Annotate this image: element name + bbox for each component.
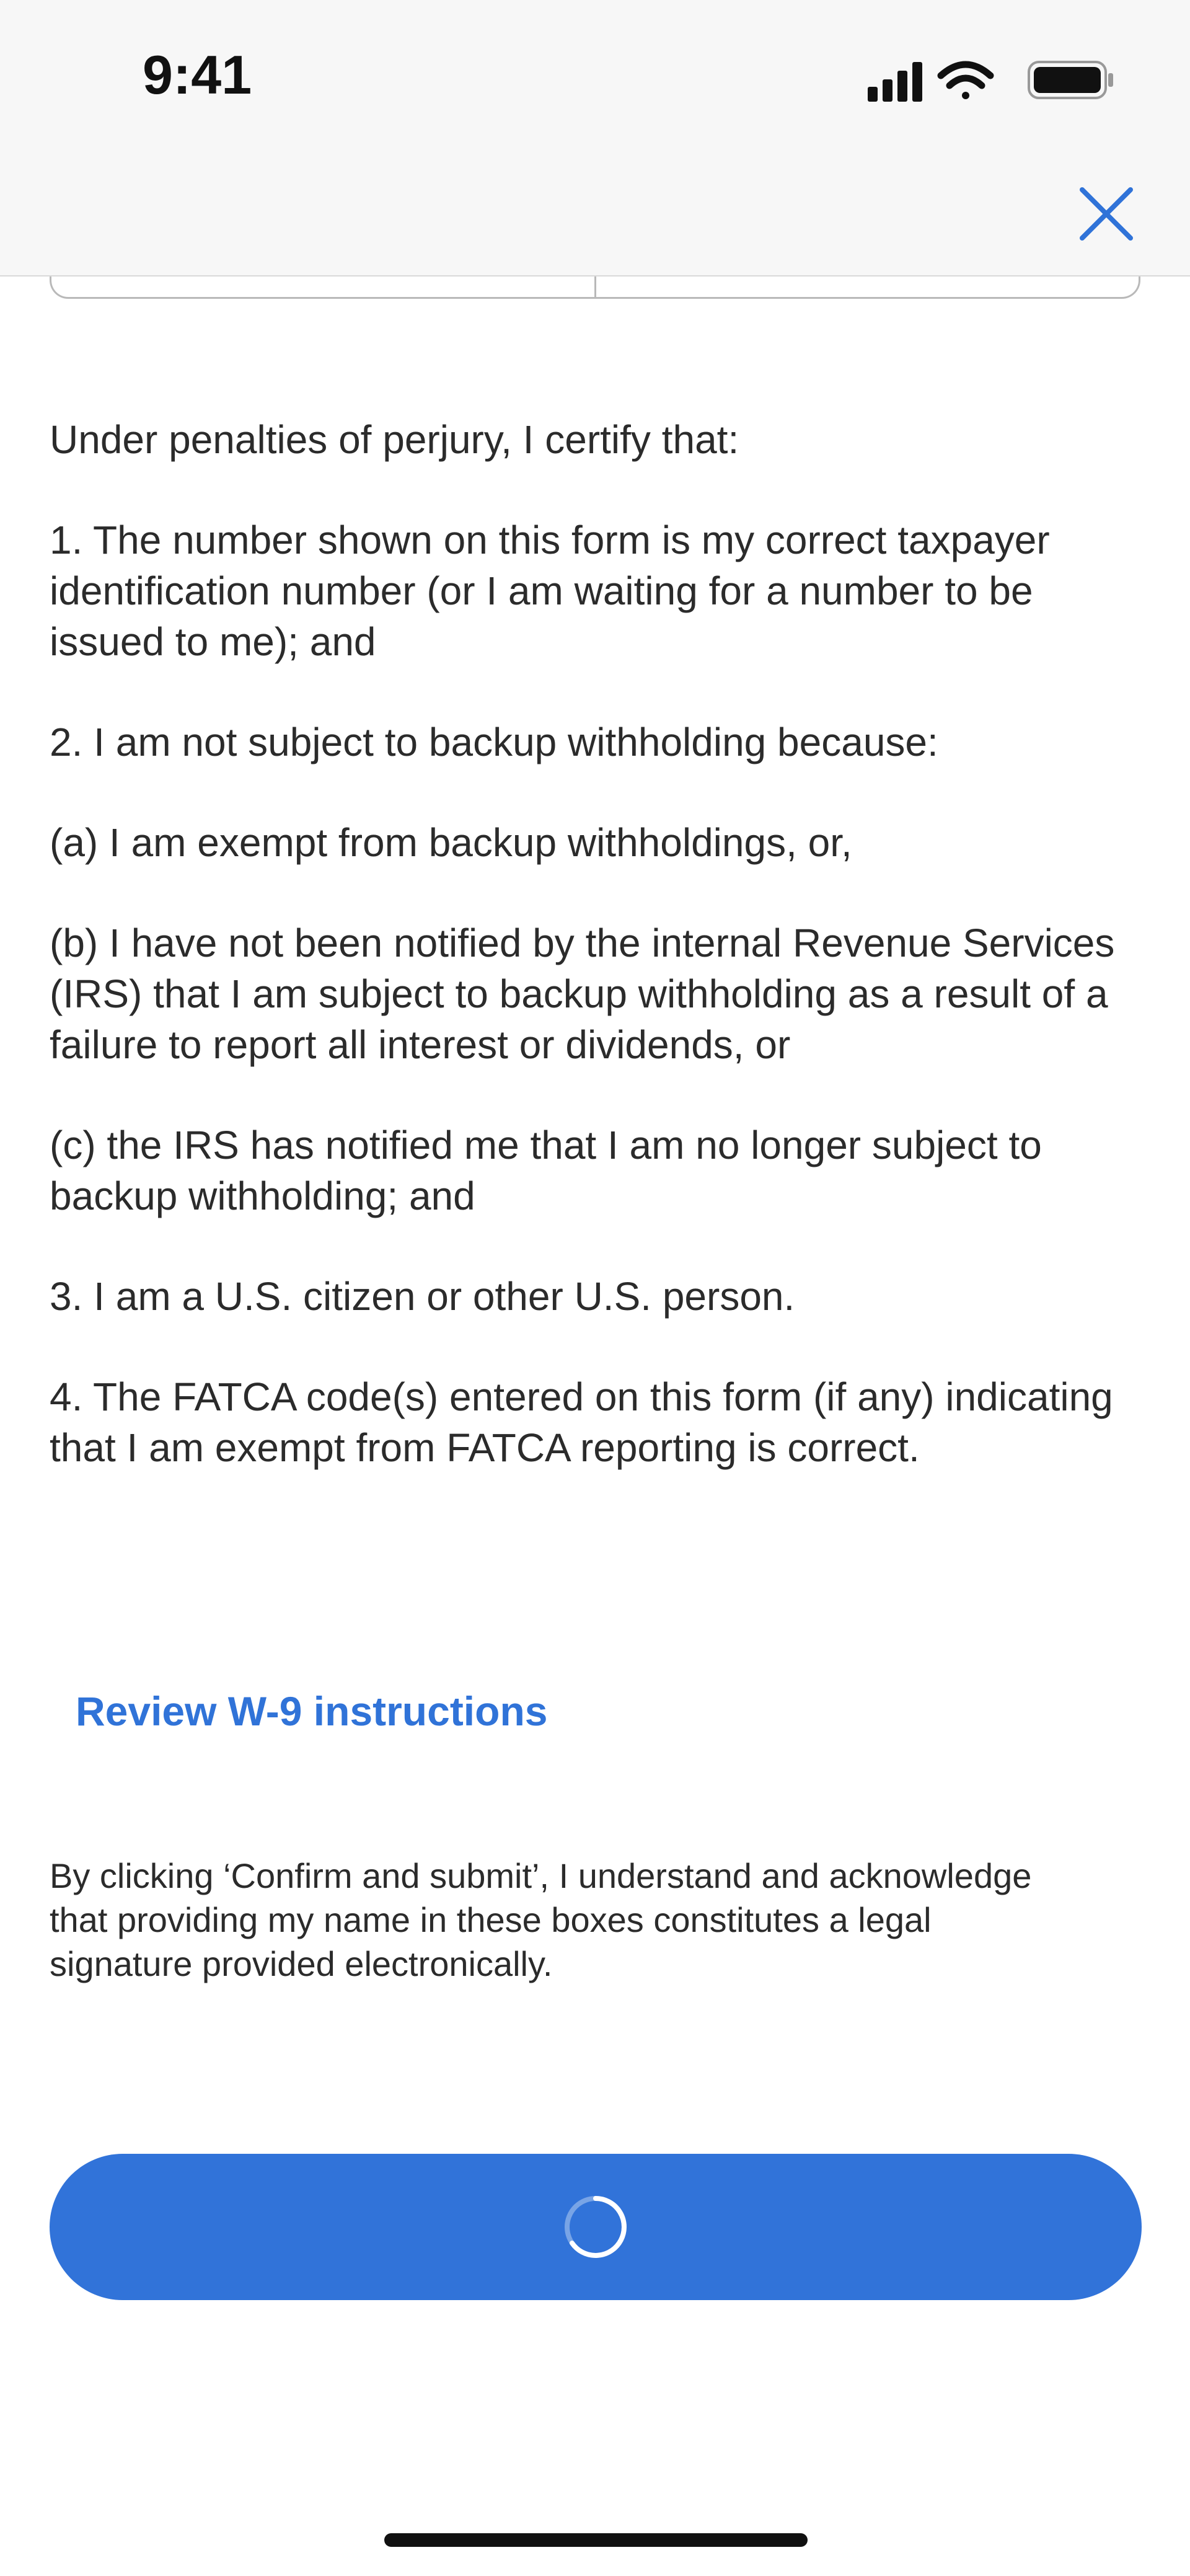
cert-item-2a: (a) I am exempt from backup withholdings, or, (50, 820, 852, 865)
wifi-icon (941, 64, 990, 99)
cert-item-1: 1. The number shown on this form is my correct taxpayer identification number (or I am waiting for a number to be issued to me); and (50, 518, 1050, 664)
status-time: 9:41 (143, 44, 252, 105)
cert-intro: Under penalties of perjury, I certify that: (50, 417, 739, 462)
acknowledgement-text: By clicking ‘Confirm and submit’, I understand and acknowledge that providing my name in these boxes constitutes a legal signature provided electronically. (50, 1856, 1032, 1983)
cert-item-2b: (b) I have not been notified by the internal Revenue Services (IRS) that I am subject to backup withholding as a result of a failure to report all interest or dividends, or (50, 921, 1115, 1067)
cert-item-4: 4. The FATCA code(s) entered on this form (if any) indicating that I am exempt from FATCA reporting is correct. (50, 1374, 1113, 1470)
signature-fields-peek (50, 277, 1140, 299)
confirm-submit-button[interactable] (50, 2154, 1142, 2300)
close-button[interactable] (1072, 180, 1140, 248)
status-icons (868, 55, 1116, 104)
certification-text (50, 414, 1140, 1473)
battery-icon (1029, 62, 1113, 98)
first-name-field[interactable] (50, 277, 596, 299)
cert-item-2c: (c) the IRS has notified me that I am no longer subject to backup withholding; and (50, 1123, 1042, 1218)
top-bar (0, 0, 1190, 277)
cert-item-3: 3. I am a U.S. citizen or other U.S. person. (50, 1274, 795, 1319)
last-name-field[interactable] (596, 277, 1141, 299)
home-indicator (384, 2533, 808, 2547)
cert-item-2: 2. I am not subject to backup withholding because: (50, 720, 938, 764)
signal-icon (868, 62, 922, 102)
review-w9-instructions-link[interactable]: Review W-9 instructions (76, 1688, 548, 1734)
loading-spinner-icon (558, 2190, 633, 2264)
close-icon (1078, 186, 1134, 242)
